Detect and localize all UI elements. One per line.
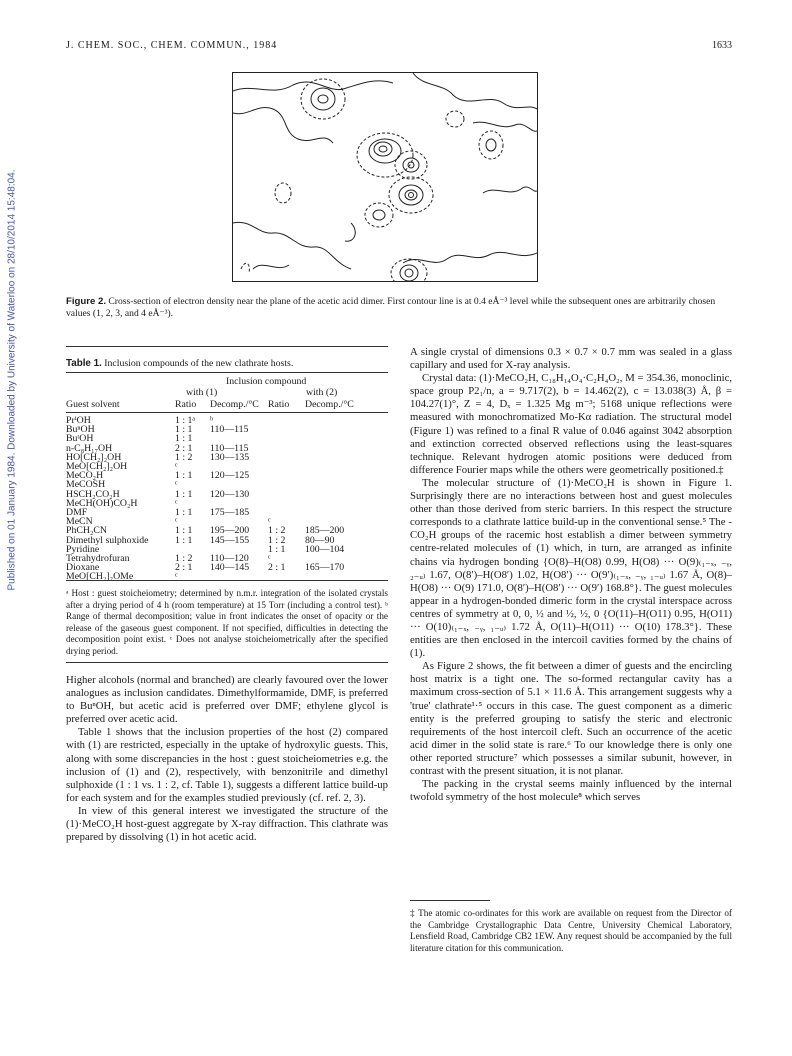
- table-row: [66, 571, 388, 583]
- table-cell: Dimethyl sulphoxide: [66, 534, 149, 546]
- table-cell: 1 : 1: [175, 488, 193, 500]
- journal-header: J. CHEM. SOC., CHEM. COMMUN., 1984: [66, 40, 278, 51]
- right-footnote: ‡ The atomic co-ordinates for this work are available on request from the Director of the Cambridge Crystallographic Data Centre, University Chemical Laboratory, Lensfield Road, Cambridge CB2 1EW. Any request should be accompanied by the full literature citation for this communication.: [410, 908, 732, 953]
- table-cell: 1 : 2: [175, 451, 193, 463]
- table-title: [66, 358, 293, 369]
- table-cell: 110—115: [210, 424, 249, 436]
- table-cell: MeO[CH₂]₂OMe: [66, 571, 134, 583]
- table-cell: 110—120: [210, 553, 249, 564]
- table-cell: 165—170: [305, 562, 345, 574]
- table-cell: PrⁱOH: [66, 415, 91, 426]
- paragraph: The molecular structure of (1)·MeCO₂H is shown in Figure 1. Surprisingly there are no interactions between host and guest molecules other than those derived from steric barriers. In this respect the structure corresponds to a clathrate lattice build-up in the conventional sense.⁵ The -CO₂H groups of the racemic host establish a dimer between symmetry centre-related molecules of (1) which, in turn, are arranged as infinite chains via hydrogen bonding {O(8)–H(O8) 0.99, H(O8) ··· O(9)₍₁₋ₓ, ₋ᵧ, ₂₋ᵤ₎ 1.67, O(8′)–H(O8′) 1.02, H(O8′) ··· O(9′)₍₁₋ₓ, ₋ᵧ, ₁₋ᵤ₎ 1.67 Å, O(8)–H(O8) ··· O(9) 171.0, O(8′)–H(O8′) ··· O(9′) 168.8°}. The guest molecules appear in a hydrogen-bonded dimeric form in the crystal interspace across centres of symmetry at 0, 0, ½ and ½, ½, 0 {O(11)–H(O11) 0.95, H(O11) ··· O(10)₍₁₋ₓ, ₋ᵧ, ₁₋ᵤ₎ 1.72 Å, O(11)–H(O11) ··· O(10) 178.3°}. These entities are then enclosed in the intercoil cavities formed by the chains of (1).: [410, 476, 732, 660]
- table-cell: ᶜ: [268, 516, 271, 528]
- table-subheader-host2: with (2): [306, 387, 338, 398]
- col-header-ratio-1: Ratio: [175, 399, 197, 410]
- table-cell: ᶜ: [175, 461, 178, 472]
- table-cell: 130—135: [210, 451, 250, 463]
- table-top-rule: [66, 346, 388, 347]
- table-cell: MeCO₂H: [66, 470, 104, 482]
- table-cell: 1 : 1: [175, 525, 193, 537]
- table-subheader-host1: with (1): [186, 387, 218, 398]
- table-cell: BuᵗOH: [66, 433, 94, 445]
- table-cell: Dioxane: [66, 562, 100, 574]
- table-cell: 120—130: [210, 488, 250, 500]
- table-cell: 185—200: [305, 525, 345, 537]
- table-cell: 2 : 1: [268, 562, 286, 574]
- table-title-text: Inclusion compounds of the new clathrate hosts.: [101, 358, 294, 369]
- table-cell: 1 : 1: [175, 534, 193, 546]
- table-cell: 80—90: [305, 534, 335, 546]
- table-cell: 175—185: [210, 507, 250, 518]
- table-cell: HO[CH₂]₂OH: [66, 451, 122, 463]
- table-cell: MeCOSH: [66, 479, 106, 491]
- col-header-ratio-2: Ratio: [268, 399, 290, 410]
- paragraph: Higher alcohols (normal and branched) are clearly favoured over the lower analogues as inclusion candidates. Dimethylformamide, DMF, is preferred to BuⁿOH, but acetic acid is preferred over DMF; ethylene glycol is preferred over acetic acid.: [66, 674, 388, 726]
- table-cell: ᶜ: [175, 571, 178, 583]
- table-cell: 1 : 2: [175, 553, 193, 564]
- table-group-header: Inclusion compound: [226, 376, 307, 387]
- table-cell: 110—115: [210, 442, 249, 454]
- table-cell: 1 : 1ᵃ: [175, 415, 196, 426]
- table-cell: Tetrahydrofuran: [66, 553, 130, 564]
- table-cell: 1 : 1: [175, 433, 193, 445]
- footnote-rule: [410, 900, 490, 901]
- table-cell: 2 : 1: [175, 562, 193, 574]
- right-column-text: [410, 346, 732, 804]
- table-cell: 1 : 2: [268, 534, 286, 546]
- table-cell: Pyridine: [66, 543, 100, 555]
- contour-map: [233, 73, 537, 281]
- table-cell: 145—155: [210, 534, 250, 546]
- download-watermark: Published on 01 January 1984. Downloaded by University of Waterloo on 28/10/2014 15:48:04.: [6, 169, 18, 591]
- table-cell: 1 : 1: [175, 424, 193, 436]
- table-cell: ᶜ: [175, 497, 178, 509]
- paragraph: The packing in the crystal seems mainly influenced by the internal twofold symmetry of the host molecule⁸ which serves: [410, 778, 732, 804]
- table-cell: 1 : 2: [268, 525, 286, 537]
- table-cell: ᵇ: [210, 415, 214, 426]
- paragraph: Crystal data: (1)·MeCO₂H, C₁₈H₁₄O₄·C₂H₄O₂, M = 354.36, monoclinic, space group P2₁/n, a = 9.717(2), b = 14.462(2), c = 13.038(3) Å, β = 104.27(1)°, Z = 4, Dₓ = 1.325 Mg m⁻³; 5168 unique reflections were measured with monochromatized Mo-Kα radiation. The structural model (Figure 1) was refined to a final R value of 0.046 against 3042 absorption and extinction corrected observed reflections using the least-squares technique. Relevant hydrogen atomic positions were deduced from difference Fourier maps while the others were geometrically positioned.‡: [410, 372, 732, 476]
- table-label: Table 1.: [66, 358, 102, 369]
- table-cell: PhCH₂CN: [66, 525, 107, 537]
- table-cell: n-C₈H₁₇OH: [66, 442, 113, 454]
- table-end-rule: [66, 662, 388, 663]
- table-cell: ᶜ: [175, 479, 178, 491]
- table-cell: MeCH(OH)CO₂H: [66, 497, 138, 509]
- paragraph: As Figure 2 shows, the fit between a dimer of guests and the encircling host matrix is a tight one. The so-formed rectangular cavity has a maximum cross-section of 5.1 × 11.6 Å. This arrangement suggests why a 'true' clathrate¹·⁵ occurs in this case. The guest component as a dimeric entity is the preferred grouping to satisfy the steric and electronic requirements of the host intercoil cleft. Such an occurrence of the acetic acid dimer in the solid state is rare.⁶ To our knowledge there is only one other reported structure⁷ which possesses a similar subunit, however, in contrast with the present situation, it is not planar.: [410, 660, 732, 777]
- table-header-rule: [66, 372, 388, 373]
- electron-density-figure: [232, 72, 538, 282]
- paragraph: In view of this general interest we investigated the structure of the (1)·MeCO₂H host-guest aggregate by X-ray diffraction. This clathrate was prepared by dissolving (1) in hot acetic acid.: [66, 804, 388, 844]
- col-header-decomp-1: Decomp./°C: [210, 399, 259, 410]
- paragraph: Table 1 shows that the inclusion properties of the host (2) compared with (1) are restricted, especially in the uptake of hydroxylic guests. This, along with some discrepancies in the host : guest stoicheiometries e.g. the inclusion of (1) and (2), respectively, with benzonitrile and dimethyl sulphoxide (1 : 1 vs. 1 : 2, cf. Table 1), suggests a different lattice build-up for each system and for the examples studied previously (cf. ref. 2, 3).: [66, 726, 388, 804]
- table-cell: 100—104: [305, 543, 345, 555]
- col-header-guest: Guest solvent: [66, 399, 120, 410]
- table-cell: 195—200: [210, 525, 250, 537]
- left-column-text: [66, 674, 388, 844]
- table-cell: 140—145: [210, 562, 250, 574]
- figure-label: Figure 2.: [66, 296, 106, 307]
- table-cell: 120—125: [210, 470, 250, 482]
- table-footnote: ᵃ Host : guest stoicheiometry; determined by n.m.r. integration of the isolated crystals after a drying period of 4 h (room temperature) at 15 Torr (including a control test). ᵇ Range of thermal decomposition; value in front indicates the onset of opacity or the release of the gaseous guest component. If not specified, difficulties in detecting the decomposition point exist. ᶜ Does not analyse stoicheiometrically after the specified drying period.: [66, 588, 388, 656]
- page-number: 1633: [712, 40, 732, 51]
- table-cell: HSCH₂CO₂H: [66, 488, 120, 500]
- table-cell: ᶜ: [175, 516, 178, 528]
- table-cell: 1 : 1: [175, 507, 193, 518]
- table-cell: BuⁿOH: [66, 424, 95, 436]
- figure-caption: [66, 296, 732, 321]
- table-cell: 2 : 1: [175, 442, 193, 454]
- table-cell: MeCN: [66, 516, 93, 528]
- paragraph: A single crystal of dimensions 0.3 × 0.7 × 0.7 mm was sealed in a glass capillary and used for X-ray analysis.: [410, 346, 732, 372]
- table-cell: DMF: [66, 507, 88, 518]
- table-cell: 1 : 1: [268, 543, 286, 555]
- table-cell: ᶜ: [268, 553, 271, 564]
- col-header-decomp-2: Decomp./°C: [305, 399, 354, 410]
- table-bottom-rule: [66, 580, 388, 581]
- table-subheader-rule: [66, 412, 388, 413]
- table-cell: MeO[CH₂]₂OH: [66, 461, 128, 472]
- figure-caption-text: Cross-section of electron density near the plane of the acetic acid dimer. First contour line is at 0.4 eÅ⁻³ level while the subsequent ones are arbitrarily chosen values (1, 2, 3, and 4 eÅ⁻³).: [66, 296, 716, 320]
- table-cell: 1 : 1: [175, 470, 193, 482]
